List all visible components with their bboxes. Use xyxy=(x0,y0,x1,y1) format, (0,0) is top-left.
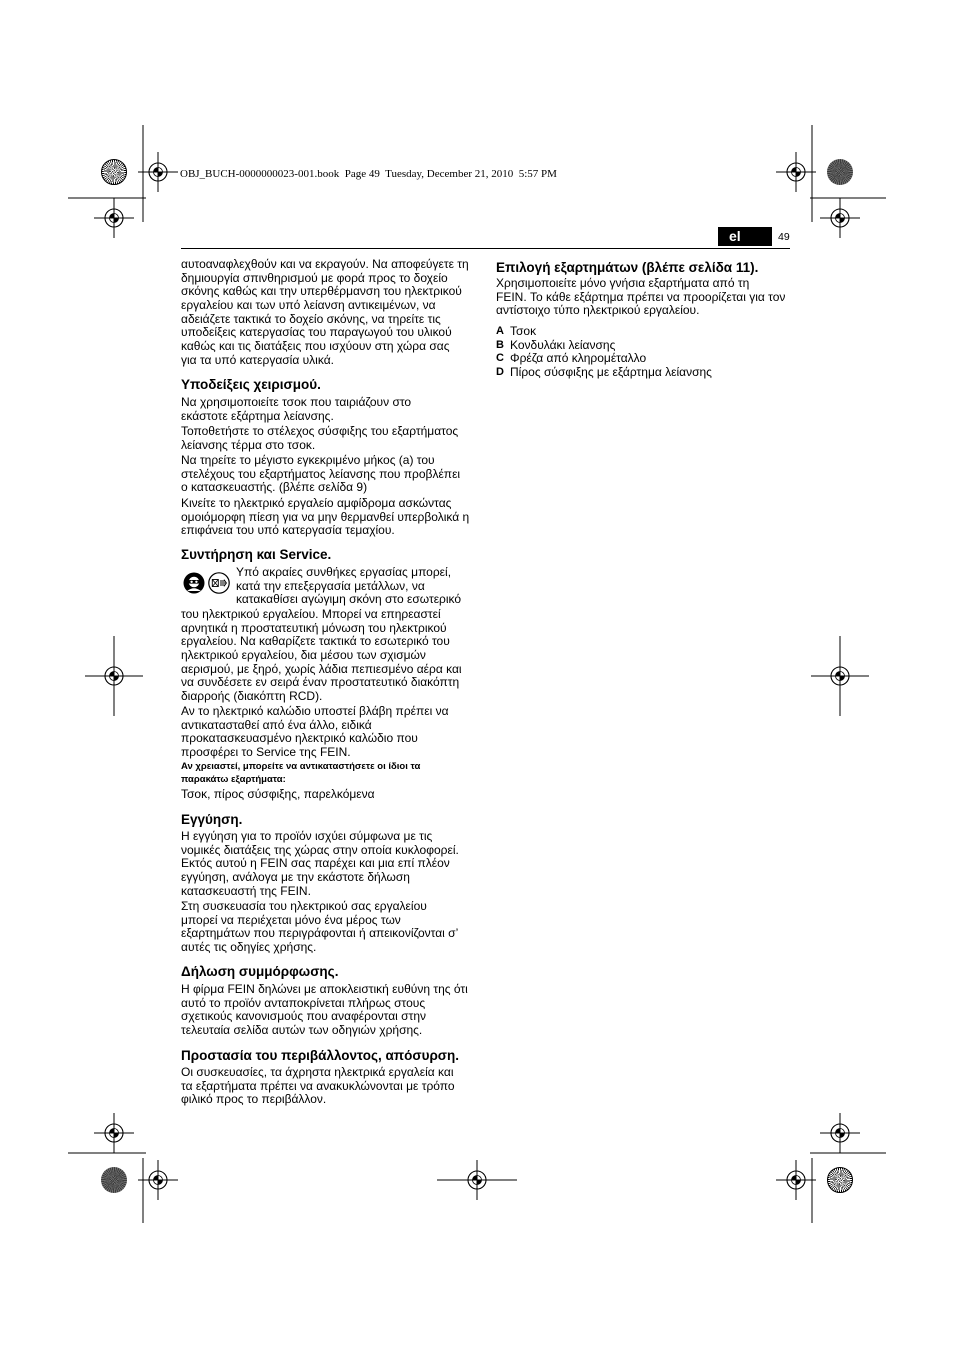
list-item xyxy=(496,366,712,380)
text-line: εγγύηση, ανάλογα με την εκάστοτε δήλωση xyxy=(181,870,410,885)
page-number: 49 xyxy=(778,231,790,243)
text-line: αυτό το προϊόν ανταποκρίνεται πλήρως στους xyxy=(181,995,426,1010)
replaceable-parts-note xyxy=(181,760,420,786)
accessories-list xyxy=(496,325,712,380)
list-item-key: D xyxy=(496,366,504,379)
text-line: σχετικούς κανονισμούς που αναφέρονται στην xyxy=(181,1009,426,1024)
text-line: λείανσης τέρμα στο τσοκ. xyxy=(181,437,316,452)
text-line: Οι συσκευασίες, τα άχρηστα ηλεκτρικά εργαλεία και xyxy=(181,1065,454,1079)
text-line: αντίστοιχο τύπο ηλεκτρικού εργαλείου. xyxy=(496,303,700,318)
eye-protection-icon xyxy=(183,572,205,594)
text-line: αυτοαναφλεχθούν και να εκραγούν. Να αποφεύγετε τη xyxy=(181,257,469,271)
text-line: Να τηρείτε το μέγιστο εγκεκριμένο μήκος (a) του xyxy=(181,453,435,467)
section-heading-handling: Υποδείξεις χειρισμού. xyxy=(181,377,321,392)
text-line: εργαλείου και των υπό λείανση αντικειμένων, να xyxy=(181,298,436,313)
list-item xyxy=(496,325,712,339)
registration-mark xyxy=(776,1160,816,1200)
list-item-label: Πίρος σύσφιξης με εξάρτημα λείανσης xyxy=(510,365,712,380)
text-line: αντικατασταθεί από ένα άλλο, ειδικά xyxy=(181,717,372,732)
registration-mark xyxy=(437,1160,517,1200)
text-line: Η φίρμα FEIN δηλώνει με αποκλειστική ευθύνη της ότι xyxy=(181,982,468,996)
intro-paragraph xyxy=(181,258,469,368)
color-wheel-mark xyxy=(101,159,127,185)
maintenance-paragraph xyxy=(181,705,449,760)
text-line: να συνδέσετε εν σειρά έναν προστατευτικό διακόπτη xyxy=(181,675,460,690)
conformity-paragraph xyxy=(181,983,468,1038)
text-line: Τοποθετήστε το στέλεχος σύσφιξης του εξαρτήματος xyxy=(181,424,459,438)
list-item xyxy=(496,339,712,353)
text-line: προσφέρει το Service της FEIN. xyxy=(181,745,351,760)
handling-paragraph xyxy=(181,396,411,423)
registration-mark xyxy=(776,152,816,192)
list-item xyxy=(496,352,712,366)
text-line: Η εγγύηση για το προϊόν ισχύει σύμφωνα με τις xyxy=(181,829,433,843)
text-line: διαρροής (διακόπτη RCD). xyxy=(181,689,323,704)
text-line: του ηλεκτρικού εργαλείου. Μπορεί να επηρεαστεί xyxy=(181,607,441,621)
text-line: υποδείξεις κατεργασίας του παραγωγού του υλικού xyxy=(181,325,452,340)
list-item-key: B xyxy=(496,338,504,351)
text-line: αδειάζετε τακτικά το δοχείο σκόνης, να τηρείτε τις xyxy=(181,311,441,326)
handling-paragraph xyxy=(181,497,469,538)
registration-mark xyxy=(820,198,860,238)
text-line: για τα υπό κατεργασία υλικά. xyxy=(181,352,334,367)
text-line: καθώς και τις διατάξεις που ισχύουν στη χώρα σας xyxy=(181,339,450,354)
registration-mark xyxy=(138,152,178,192)
text-line: Αν το ηλεκτρικό καλώδιο υποστεί βλάβη πρέπει να xyxy=(181,704,449,718)
language-tab: el xyxy=(718,227,772,246)
text-line: κατά την επεξεργασία μετάλλων, να xyxy=(236,578,425,593)
list-item-label: Τσοκ xyxy=(510,324,537,338)
text-line: μπορεί να περιέχεται μόνο ένα μέρος των xyxy=(181,912,401,927)
section-heading-accessories: Επιλογή εξαρτημάτων (βλέπε σελίδα 11). xyxy=(496,260,759,275)
environment-paragraph xyxy=(181,1066,455,1107)
text-line: Εκτός αυτού η FEIN σας παρέχει και μια επί πλέον xyxy=(181,856,450,871)
text-line: κατασκευαστή της FEIN. xyxy=(181,883,311,898)
text-line: ομοιόμορφη πίεση για να μην θερμανθεί υπερβολικά η xyxy=(181,509,470,524)
text-line: Τσοκ, πίρος σύσφιξης, παρελκόμενα xyxy=(181,787,375,801)
text-line: τα εξαρτήματα πρέπει να ανακυκλώνονται με τρόπο xyxy=(181,1078,455,1093)
compressed-air-cleaning-icon xyxy=(208,572,230,594)
text-line: αρνητικά η προστατευτική μόνωση του ηλεκτρικού xyxy=(181,620,447,635)
registration-mark xyxy=(85,636,143,716)
section-heading-environment: Προστασία του περιβάλλοντος, απόσυρση. xyxy=(181,1048,460,1063)
accessories-paragraph xyxy=(496,277,785,318)
warranty-paragraph xyxy=(181,830,459,898)
text-line: εργαλείου. Να καθαρίζετε τακτικά το εσωτερικό του xyxy=(181,634,450,649)
maintenance-paragraph-beside-icons xyxy=(236,566,461,607)
text-line: φιλικό προς το περιβάλλον. xyxy=(181,1092,327,1107)
registration-mark xyxy=(138,1160,178,1200)
text-line: επιφάνεια του υπό κατεργασία τεμαχίου. xyxy=(181,523,395,538)
color-wheel-mark xyxy=(827,1167,853,1193)
text-line: Κινείτε το ηλεκτρικό εργαλείο αμφίδρομα ασκώντας xyxy=(181,496,452,510)
text-line: εξαρτημάτων που περιγράφονται ή απεικονίζονται σ’ xyxy=(181,926,459,941)
text-line: τελευταία σελίδα αυτών των οδηγιών χρήσης. xyxy=(181,1023,423,1038)
warranty-paragraph xyxy=(181,900,458,955)
list-item-label: Φρέζα από κληρομέταλλο xyxy=(510,351,647,366)
registration-mark xyxy=(820,1113,860,1153)
text-line: ηλεκτρικού εργαλείου, δια μέσου των σχισμών xyxy=(181,648,426,663)
text-line: αυτές τις οδηγίες χρήσης. xyxy=(181,940,317,955)
text-line: στελέχους του εξαρτήματος λείανσης που προβλέπει xyxy=(181,466,461,481)
replaceable-parts-list xyxy=(181,788,375,802)
text-line: Να χρησιμοποιείτε τσοκ που ταιριάζουν στο xyxy=(181,395,412,409)
list-item-key: A xyxy=(496,325,504,337)
color-wheel-mark xyxy=(827,159,853,185)
text-line: αερισμού, με ξηρό, χωρίς λάδια πεπιεσμένο αέρα και xyxy=(181,661,462,676)
text-line: νομικές διατάξεις της χώρας στην οποία κυκλοφορεί. xyxy=(181,842,459,857)
text-line: κατακαθίσει αγώγιμη σκόνη στο εσωτερικό xyxy=(236,592,462,607)
text-line: σκόνης καθώς και την υπερθέρμανση του ηλεκτρικού xyxy=(181,284,462,299)
text-line: δημιουργία σπινθηρισμού με φορά προς το δοχείο xyxy=(181,270,448,285)
header-rule xyxy=(181,248,790,249)
text-line: Αν χρειαστεί, μπορείτε να αντικαταστήσετε οι ίδιοι τα xyxy=(181,761,421,772)
section-heading-warranty: Εγγύηση. xyxy=(181,812,243,827)
handling-paragraph xyxy=(181,425,458,452)
color-wheel-mark xyxy=(101,1167,127,1193)
text-line: Υπό ακραίες συνθήκες εργασίας μπορεί, xyxy=(236,565,452,579)
section-heading-conformity: Δήλωση συμμόρφωσης. xyxy=(181,964,339,979)
registration-mark xyxy=(94,198,134,238)
text-line: Χρησιμοποιείτε μόνο γνήσια εξαρτήματα από τη xyxy=(496,276,750,290)
text-line: Στη συσκευασία του ηλεκτρικού σας εργαλείου xyxy=(181,899,427,913)
section-heading-maintenance: Συντήρηση και Service. xyxy=(181,547,332,562)
maintenance-paragraph xyxy=(181,608,462,704)
registration-mark xyxy=(811,636,869,716)
text-line: ο κατασκευαστής. (βλέπε σελίδα 9) xyxy=(181,480,368,495)
text-line: FEIN. Το κάθε εξάρτημα πρέπει να προορίζεται για τον xyxy=(496,289,786,304)
print-file-info: OBJ_BUCH-0000000023-001.book Page 49 Tuesday, December 21, 2010 5:57 PM xyxy=(180,168,557,180)
registration-mark xyxy=(94,1113,134,1153)
list-item-label: Κονδυλάκι λείανσης xyxy=(510,337,616,352)
text-line: προκατασκευασμένο ηλεκτρικό καλώδιο που xyxy=(181,731,418,746)
handling-paragraph xyxy=(181,454,460,495)
text-line: παρακάτω εξαρτήματα: xyxy=(181,774,286,785)
list-item-key: C xyxy=(496,352,504,365)
text-line: εκάστοτε εξάρτημα λείανσης. xyxy=(181,408,334,423)
